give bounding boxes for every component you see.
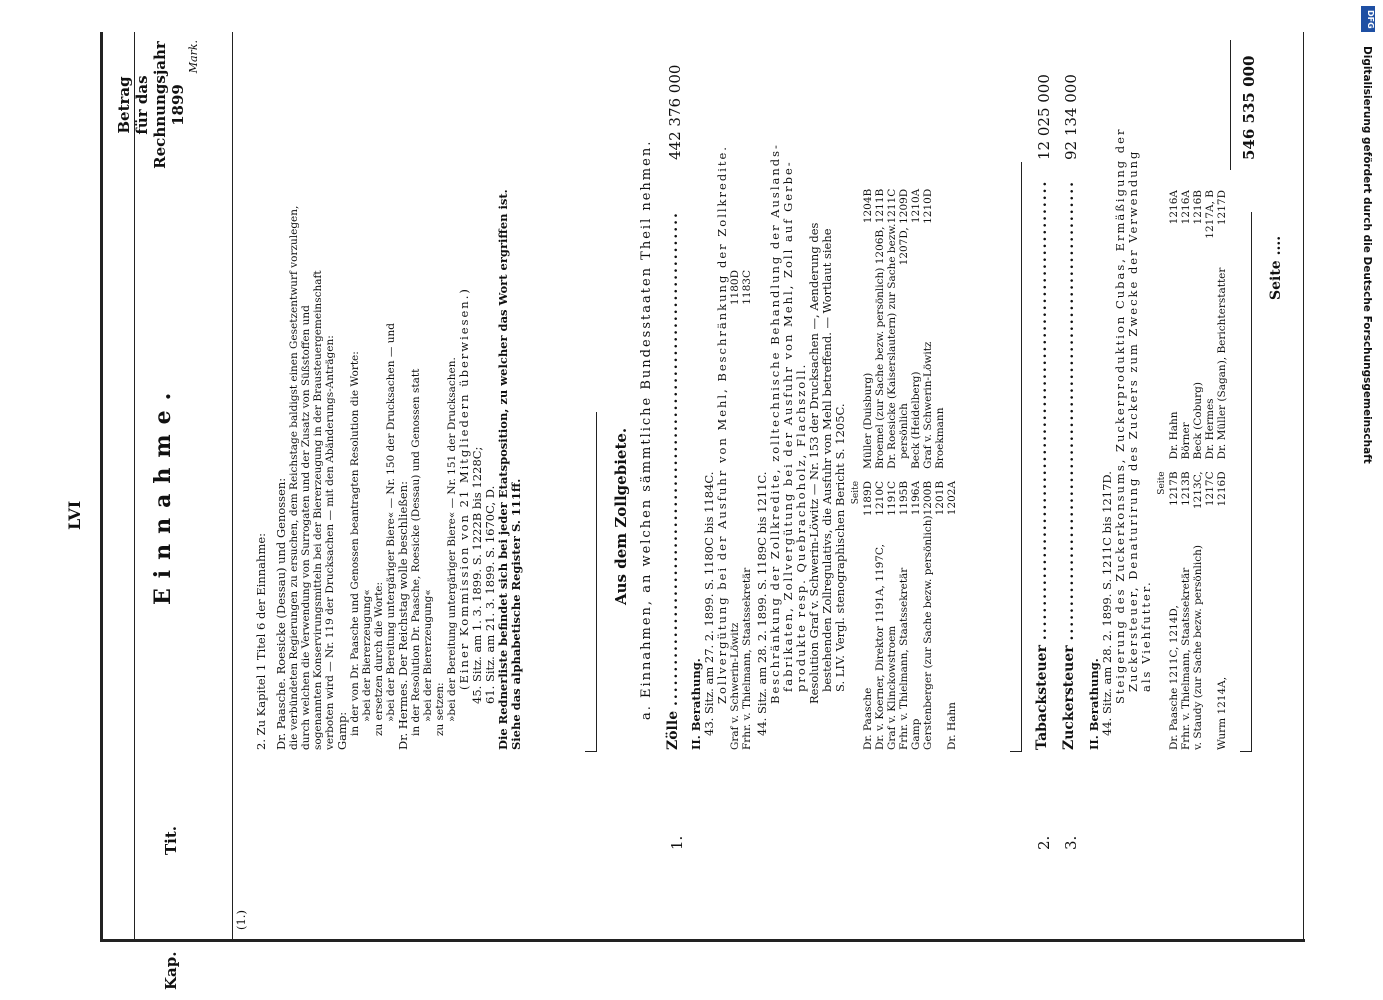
tit1-amount: 442 376 000 bbox=[666, 64, 684, 160]
speaker-row: persönlich 1207D, 1209D bbox=[898, 188, 910, 459]
speaker-row: Graf v. Klinckowstroem 1191C bbox=[886, 480, 898, 750]
total-rule bbox=[1230, 40, 1231, 170]
speaker-row: 1201B bbox=[934, 480, 946, 516]
speaker-row: Dr. Hermes 1217A, B bbox=[1204, 190, 1216, 460]
speaker-row: Müller (Duisburg) 1204B bbox=[862, 188, 874, 469]
bottom-rule bbox=[1303, 32, 1304, 942]
tit1-s44-sub: Beschränkung der Zollkredite, zolltechnische Behandlung der Auslands- bbox=[768, 143, 782, 704]
speakers-right bbox=[1156, 190, 1228, 459]
tit2-label: Tabacksteuer bbox=[1034, 645, 1050, 750]
block1-line: verboten wird — Nr. 119 der Drucksachen — mit den Abänderungs-Anträgen: bbox=[324, 335, 336, 750]
block1-line: sogenannten Konservirungsmitteln bei der Biererzeugung in der Brausteuergemeinschaft bbox=[312, 270, 324, 750]
speaker-row: Dr. v. Koerner, Direktor 1191A, 1197C, 1210C bbox=[874, 480, 886, 750]
kap-value: (1.) bbox=[234, 910, 248, 930]
block1-note: Siehe das alphabetische Register S. 111ff. bbox=[509, 478, 523, 750]
tit3-s44-sub: als Viehfutter. bbox=[1139, 580, 1153, 692]
total-row: Seite .... bbox=[1268, 235, 1284, 300]
block1-note: Die Rednerliste befindet sich bei jeder Etatsposition, zu welcher das Wort ergriffen ist. bbox=[496, 189, 510, 750]
speaker-row: Frhr. v. Thielmann, Staatssekretär 1195B bbox=[898, 480, 910, 750]
block1-line: 61. Sitz. am 21. 3. 1899. S. 1670C, D. bbox=[483, 485, 497, 704]
block1-line: in der von Dr. Paasche und Genossen beantragten Resolution die Worte: bbox=[349, 351, 361, 736]
tit1-resolution: S. LIV. Vergl. stenographischen Bericht S. 1205C. bbox=[833, 403, 847, 692]
betrag-line-3: Rechnungsjahr bbox=[151, 41, 169, 169]
tit1-resolution: Resolution Graf v. Schwerin-Löwitz — Nr. 153 der Drucksachen —, Aenderung des bbox=[807, 222, 821, 704]
block1-heading: 2. Zu Kapitel 1 Titel 6 der Einnahme: bbox=[254, 532, 268, 750]
speaker-row: Dr. Hahn 1216A bbox=[1168, 190, 1180, 460]
speaker-row: Beck (Coburg) 1216B bbox=[1192, 190, 1204, 460]
tit1-s43: 43. Sitz. am 27. 2. 1899. S. 1180C bis 1184C. bbox=[702, 471, 716, 736]
tit-header: Tit. bbox=[162, 825, 180, 855]
speakers-right bbox=[850, 189, 958, 469]
block1-line: zu setzen: bbox=[434, 682, 446, 736]
tit1-s43-sub: Zollvergütung bei der Ausfuhr von Mehl, Beschränkung der Zollkredite. bbox=[715, 145, 729, 704]
speaker-row: Graf v. Schwerin-Löwitz 1180D bbox=[729, 270, 741, 750]
speaker-row: Dr. Paasche 1211C, 1214D, 1217B bbox=[1168, 471, 1180, 750]
tit3-s44-sub: Zuckersteuer, Denaturirung des Zuckers zum Zwecke der Verwendung bbox=[1126, 149, 1140, 692]
tit3-s44: 44. Sitz. am 28. 2. 1899. S. 1211C bis 1217D. bbox=[1100, 471, 1114, 736]
seite-label: Seite bbox=[851, 480, 861, 505]
block1-line: zu ersetzen durch die Worte: bbox=[373, 581, 385, 736]
tit1-row: Zölle ........................................................................ bbox=[665, 211, 681, 750]
block1-line: (Einer Kommission von 21 Mitgliedern überwiesen.) bbox=[457, 287, 471, 690]
block1-bracket bbox=[596, 412, 597, 752]
tit3-bracket bbox=[1251, 212, 1252, 752]
betrag-column-rule bbox=[232, 32, 233, 942]
block1-line: »bei der Bereitung untergäriger Biere« — Nr. 150 der Drucksachen — und bbox=[385, 323, 397, 722]
tit1-beratung: II. Berathung. bbox=[689, 658, 703, 750]
block1-line: Dr. Paasche. Roesicke (Dessau) und Genossen: bbox=[274, 477, 288, 750]
left-rule bbox=[100, 939, 1305, 942]
total-label: Seite bbox=[1268, 260, 1284, 300]
block1-lines bbox=[274, 189, 523, 750]
speaker-row: Wurm 1214A, 1216D bbox=[1216, 471, 1228, 750]
tit1-resolution: bestehenden Zollregulativs, die Ausfuhr von Mehl betreffend. — Wortlaut siehe bbox=[820, 228, 834, 692]
speaker-row: Dr. Roesicke (Kaiserslautern) zur Sache bezw. 1211C bbox=[886, 188, 898, 469]
section-heading: Aus dem Zollgebiete. bbox=[612, 427, 630, 605]
speaker-row: 1217C bbox=[1204, 471, 1216, 507]
tit1-label: Zölle bbox=[665, 710, 681, 750]
tit3-num: 3. bbox=[1062, 835, 1080, 850]
block1-line: in der Resolution Dr. Paasche, Roesicke (Dessau) und Genossen statt bbox=[410, 368, 422, 736]
page-title: Einnahme. bbox=[150, 382, 176, 605]
speaker-row: Dr. Paasche 1189D bbox=[862, 480, 874, 750]
speakers-left bbox=[850, 481, 958, 750]
tit3-speakers bbox=[1156, 190, 1228, 750]
page-number: LVI bbox=[65, 500, 84, 530]
speaker-row: Börner 1216A bbox=[1180, 190, 1192, 460]
block1-line: die verbündeten Regierungen zu ersuchen, dem Reichstage baldigst einen Gesetzentwurf vorzulegen, bbox=[288, 205, 300, 750]
block1-line: Dr. Hermes. Der Reichstag wolle beschließen: bbox=[396, 480, 410, 750]
betrag-line-1: Betrag bbox=[115, 76, 133, 134]
tit3-beratung: II. Berathung. bbox=[1087, 658, 1101, 750]
tit2-num: 2. bbox=[1035, 835, 1053, 850]
dfg-footer-text: Digitalisierung gefördert durch die Deutsche Forschungsgemeinschaft bbox=[1361, 46, 1373, 464]
tit3-row: Zuckersteuer ................................................................... bbox=[1061, 179, 1077, 750]
block1-line: 45. Sitz. am 1. 3. 1899. S. 1222B bis 1228C; bbox=[470, 446, 484, 704]
tit3-s44-sub: Steigerung des Zuckerkonsums, Zuckerproduktion Cubas, Ermäßigung der bbox=[1113, 127, 1127, 704]
block1-line: durch welchen die Verwendung von Surrogaten und der Zusatz von Süßstoffen und bbox=[300, 305, 312, 750]
block1-line: »bei der Bereitung untergäriger Biere« — Nr. 151 der Drucksachen. bbox=[446, 357, 458, 722]
mark-label: Mark. bbox=[187, 40, 200, 74]
speaker-row: Graf v. Schwerin-Löwitz 1210D bbox=[922, 188, 934, 469]
tit1-s44-sub: produkte resp. Quebrachoholz, Flachszoll. bbox=[794, 362, 808, 692]
tit1-num: 1. bbox=[668, 835, 686, 850]
kap-header: Kap. bbox=[162, 951, 180, 990]
tit3-amount: 92 134 000 bbox=[1062, 74, 1080, 160]
speaker-row: v. Staudy (zur Sache bezw. persönlich) 1213C, bbox=[1192, 471, 1204, 750]
total-amount: 546 535 000 bbox=[1240, 55, 1258, 160]
betrag-line-2: für das bbox=[133, 75, 151, 135]
tit3-label: Zuckersteuer bbox=[1061, 645, 1077, 750]
block1-line: »bei der Biererzeugung« bbox=[422, 589, 434, 722]
speaker-row: Beck (Heidelberg) 1210A bbox=[910, 188, 922, 469]
betrag-header bbox=[115, 30, 200, 180]
tit1-speakers bbox=[850, 190, 958, 750]
speakers-left bbox=[1156, 471, 1228, 750]
tit1-s44-sub: fabrikaten, Zollvergütung bei der Ausfuhr von Mehl, Zoll auf Gerbe- bbox=[781, 160, 795, 692]
tit3-detail bbox=[1087, 127, 1228, 750]
tit1-s44: 44. Sitz. am 28. 2. 1899. S. 1189C bis 1211C. bbox=[755, 471, 769, 736]
speaker-row: Gamp 1196A bbox=[910, 480, 922, 750]
tit2-row: Tabacksteuer ................................................................... bbox=[1034, 179, 1050, 750]
section-sub: a. Einnahmen, an welchen sämmtliche Bundesstaaten Theil nehmen. bbox=[639, 139, 654, 720]
top-rule bbox=[100, 32, 103, 942]
speaker-row: Gerstenberger (zur Sache bezw. persönlich) 1200B bbox=[922, 480, 934, 750]
block1-line: Gamp: bbox=[335, 711, 349, 750]
seite-label: Seite bbox=[1157, 471, 1167, 495]
tit1-detail bbox=[689, 143, 958, 750]
block1-line: »bei der Biererzeugung« bbox=[361, 589, 373, 722]
speaker-row: Frhr. v. Thielmann, Staatssekretär 1213B bbox=[1180, 471, 1192, 750]
tit1-bracket bbox=[1021, 162, 1022, 752]
speaker-row: Broemel (zur Sache bezw. persönlich) 1206B, 1211B bbox=[874, 188, 886, 469]
speaker-row: Dr. Müller (Sagan), Berichterstatter 1217D bbox=[1216, 190, 1228, 460]
tit2-amount: 12 025 000 bbox=[1035, 74, 1053, 160]
speaker-row: Broekmann bbox=[934, 407, 946, 469]
dfg-badge: DFG bbox=[1361, 6, 1375, 32]
betrag-line-4: 1899 bbox=[169, 84, 187, 126]
speaker-row: Frhr. v. Thielmann, Staatssekretär 1183C bbox=[741, 270, 753, 750]
dfg-footer bbox=[1361, 6, 1379, 996]
speaker-row: Dr. Hahn 1202A bbox=[946, 480, 958, 750]
